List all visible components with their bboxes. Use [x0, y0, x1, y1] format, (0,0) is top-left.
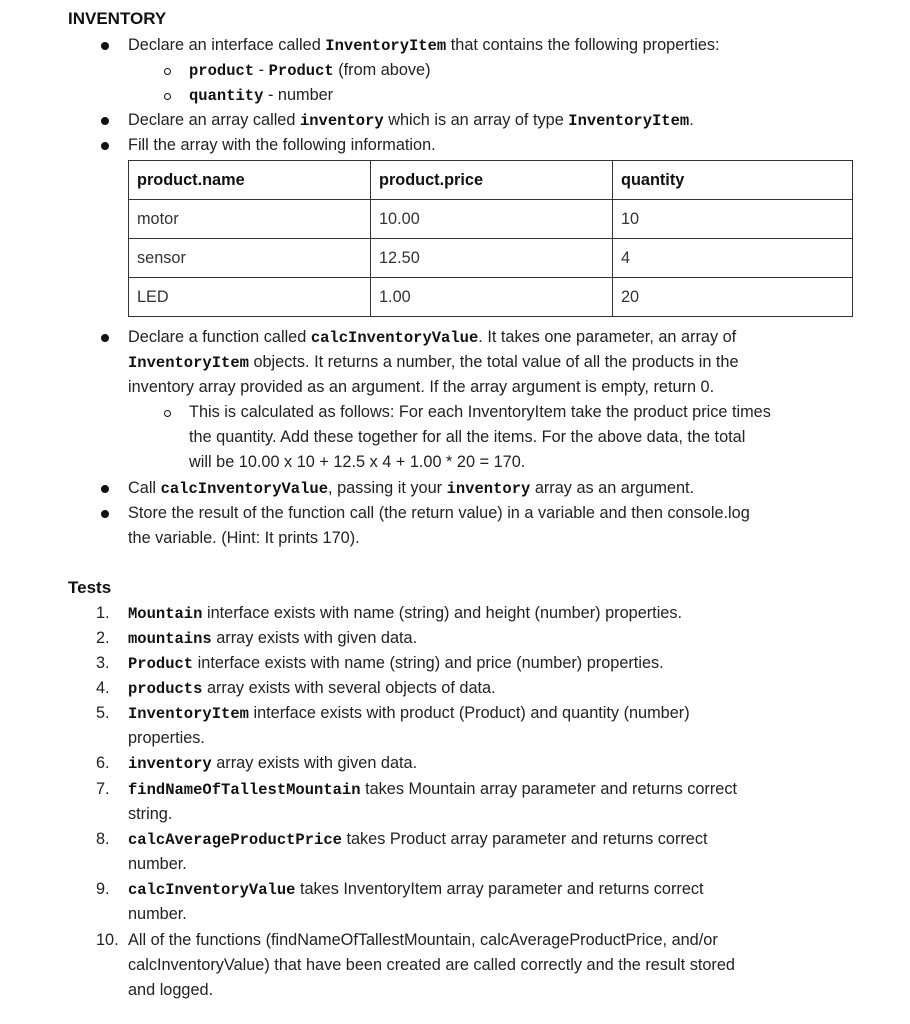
code-identifier: Product: [128, 655, 194, 673]
text-line: [128, 133, 436, 158]
table-header-row: [129, 161, 853, 200]
text: number.: [128, 905, 187, 923]
text-line: [128, 953, 735, 978]
text-line: [189, 400, 771, 425]
text-line: [128, 325, 736, 350]
code-identifier: calcInventoryValue: [160, 480, 329, 498]
table-row: [129, 278, 853, 317]
bullet-icon: [101, 510, 109, 518]
text-line: [128, 726, 205, 751]
text: properties.: [128, 729, 205, 747]
text: number.: [128, 855, 187, 873]
text: array exists with several objects of data.: [202, 679, 496, 697]
text: takes Mountain array parameter and returns correct: [360, 780, 737, 798]
header-cell: product.price: [371, 161, 613, 200]
cell: 10.00: [371, 200, 613, 239]
cell: motor: [129, 200, 371, 239]
text: takes Product array parameter and returns correct: [341, 830, 708, 848]
code-identifier: inventory: [128, 755, 212, 773]
text-line: [128, 375, 714, 400]
circle-bullet-icon: [164, 93, 171, 100]
numbered-item: [96, 751, 418, 776]
numbered-item: [96, 827, 708, 852]
tests-heading: Tests: [68, 578, 112, 597]
numbered-item: [96, 777, 737, 802]
text: array exists with given data.: [211, 754, 418, 772]
text: array exists with given data.: [211, 629, 418, 647]
text: string.: [128, 805, 173, 823]
numbered-item: [96, 676, 496, 701]
cell: 10: [613, 200, 853, 239]
code-identifier: InventoryItem: [128, 354, 249, 372]
text: . It takes one parameter, an array of: [478, 328, 737, 346]
text: the quantity. Add these together for all the items. For the above data, the total: [189, 428, 746, 446]
text: interface exists with name (string) and height (number) properties.: [202, 604, 683, 622]
code-identifier: products: [128, 680, 203, 698]
bullet-icon: [101, 117, 109, 125]
text: Declare a function called: [128, 328, 311, 346]
code-identifier: quantity: [189, 87, 264, 105]
table-row: [129, 200, 853, 239]
bullet-icon: [101, 42, 109, 50]
code-identifier: mountains: [128, 630, 212, 648]
numbered-item: [96, 877, 704, 902]
bullet-icon: [101, 485, 109, 493]
code-identifier: calcInventoryValue: [128, 881, 296, 899]
code-identifier: findNameOfTallestMountain: [128, 781, 361, 799]
text: Declare an array called: [128, 111, 300, 129]
code-identifier: Mountain: [128, 605, 203, 623]
text-line: [128, 526, 360, 551]
cell: 4: [613, 239, 853, 278]
text-line: [189, 83, 333, 108]
text-line: [128, 852, 187, 877]
cell: LED: [129, 278, 371, 317]
text: that contains the following properties:: [446, 36, 720, 54]
text: and logged.: [128, 981, 214, 999]
text: objects. It returns a number, the total value of all the products in the: [248, 353, 739, 371]
code-identifier: inventory: [299, 112, 384, 130]
item-number: 9.: [96, 880, 110, 898]
item-number: 8.: [96, 830, 110, 848]
item-number: 3.: [96, 654, 110, 672]
code-identifier: InventoryItem: [325, 37, 447, 55]
text-line: [128, 802, 172, 827]
text: interface exists with product (Product) and quantity (number): [248, 704, 690, 722]
section-title: INVENTORY: [68, 9, 167, 28]
text-line: [189, 58, 431, 83]
table-row: [129, 239, 853, 278]
text: This is calculated as follows: For each InventoryItem take the product price times: [189, 403, 771, 421]
text-line: [128, 501, 750, 526]
item-number: 10.: [96, 931, 119, 949]
circle-bullet-icon: [164, 410, 171, 417]
text-line: [128, 33, 720, 58]
text-line: [128, 350, 739, 375]
text: .: [689, 111, 694, 129]
code-identifier: product: [189, 62, 255, 80]
text: calcInventoryValue) that have been created are called correctly and the result stored: [128, 956, 735, 974]
text-line: [189, 425, 745, 450]
item-number: 2.: [96, 629, 110, 647]
cell: sensor: [129, 239, 371, 278]
item-number: 1.: [96, 604, 110, 622]
item-number: 6.: [96, 754, 110, 772]
text: -: [254, 61, 269, 79]
text: Declare an interface called: [128, 36, 326, 54]
numbered-item: [96, 701, 690, 726]
inventory-table: [128, 160, 853, 317]
item-number: 5.: [96, 704, 110, 722]
header-cell: product.name: [129, 161, 371, 200]
text: which is an array of type: [383, 111, 569, 129]
text: (from above): [333, 61, 431, 79]
numbered-item: [96, 601, 683, 626]
text: will be 10.00 x 10 + 12.5 x 4 + 1.00 * 20 = 170.: [189, 453, 526, 471]
text: interface exists with name (string) and price (number) properties.: [193, 654, 664, 672]
text-line: [128, 476, 694, 501]
circle-bullet-icon: [164, 68, 171, 75]
text: inventory array provided as an argument. If the array argument is empty, return 0.: [128, 378, 715, 396]
text-line: [128, 902, 187, 927]
item-number: 7.: [96, 780, 110, 798]
text: , passing it your: [328, 479, 447, 497]
text: All of the functions (findNameOfTallestMountain, calcAverageProductPrice, and/or: [128, 931, 718, 949]
text: Store the result of the function call (the return value) in a variable and then console.log: [128, 504, 750, 522]
code-identifier: inventory: [446, 480, 531, 498]
text: Fill the array with the following information.: [128, 136, 436, 154]
code-identifier: InventoryItem: [128, 705, 249, 723]
text: takes InventoryItem array parameter and returns correct: [295, 880, 704, 898]
text-line: [128, 978, 213, 1003]
text-line: [128, 108, 694, 133]
text-line: [189, 450, 525, 475]
bullet-icon: [101, 334, 109, 342]
text: array as an argument.: [530, 479, 695, 497]
code-identifier: Product: [268, 62, 334, 80]
header-cell: quantity: [613, 161, 853, 200]
text: Call: [128, 479, 161, 497]
bullet-icon: [101, 142, 109, 150]
numbered-item: [96, 928, 718, 953]
text: - number: [263, 86, 334, 104]
cell: 1.00: [371, 278, 613, 317]
code-identifier: InventoryItem: [568, 112, 690, 130]
text: the variable. (Hint: It prints 170).: [128, 529, 360, 547]
item-number: 4.: [96, 679, 110, 697]
cell: 20: [613, 278, 853, 317]
code-identifier: calcAverageProductPrice: [128, 831, 342, 849]
cell: 12.50: [371, 239, 613, 278]
numbered-item: [96, 651, 664, 676]
code-identifier: calcInventoryValue: [310, 329, 479, 347]
numbered-item: [96, 626, 418, 651]
